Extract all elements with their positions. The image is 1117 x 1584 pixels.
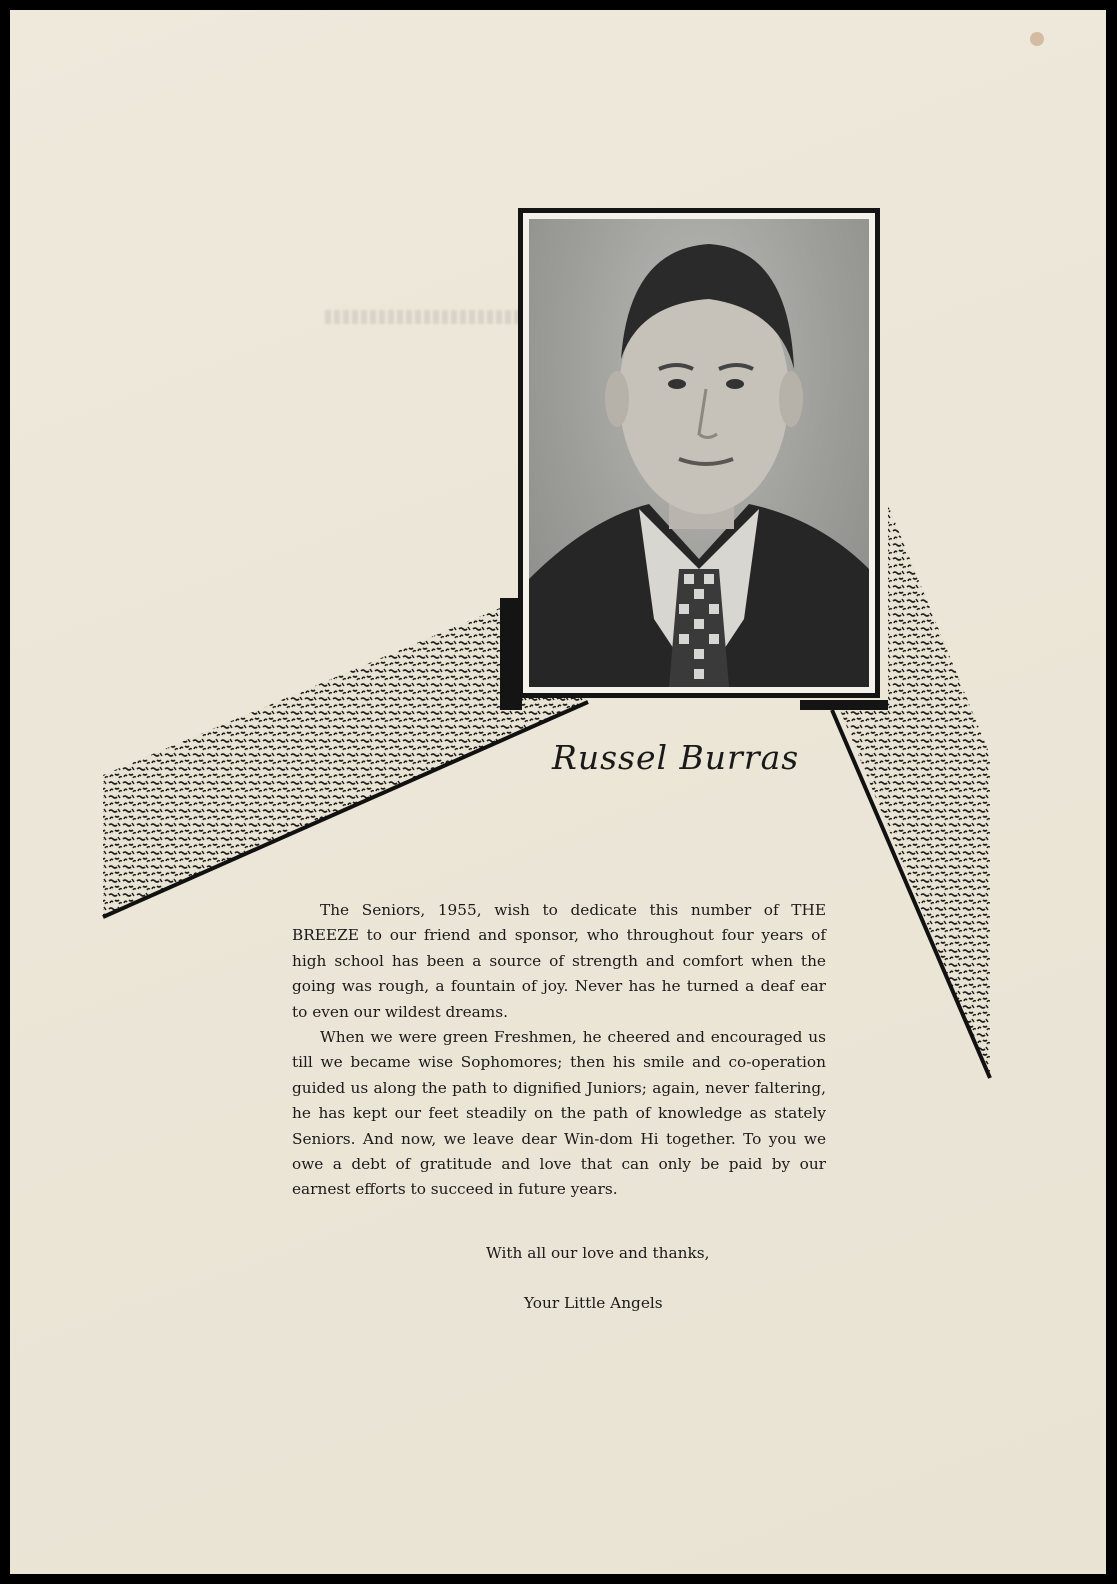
dedication-paragraph-1: The Seniors, 1955, wish to dedicate this number of THE BREEZE to our friend and sponsor, who throughout four years of high school has been a source of strength and comfort when the going was rough, a fountain of joy. Never has he turned a deaf ear to even our wildest dreams. (292, 901, 826, 1021)
closing-line: With all our love and thanks, (486, 1244, 710, 1262)
portrait-frame (518, 208, 880, 698)
portrait-photo (529, 219, 869, 687)
signoff-line: Your Little Angels (524, 1294, 663, 1312)
dedication-paragraph-2: When we were green Freshmen, he cheered and encouraged us till we became wise Sophomores; then his smile and co-operation guided us along the path to dignified Juniors; again, never faltering, he has kept our feet steadily on the path of knowledge as stately Seniors. And now, we leave dear Win-dom Hi together. To you we owe a debt of gratitude and love that can only be paid by our earnest efforts to succeed in future years. (292, 1028, 826, 1199)
portrait-mat (523, 213, 875, 693)
yearbook-page (10, 10, 1106, 1574)
dedicatee-name: Russel Burras (552, 738, 800, 777)
dedication-text (292, 898, 826, 1203)
portrait-illustration (529, 219, 869, 687)
